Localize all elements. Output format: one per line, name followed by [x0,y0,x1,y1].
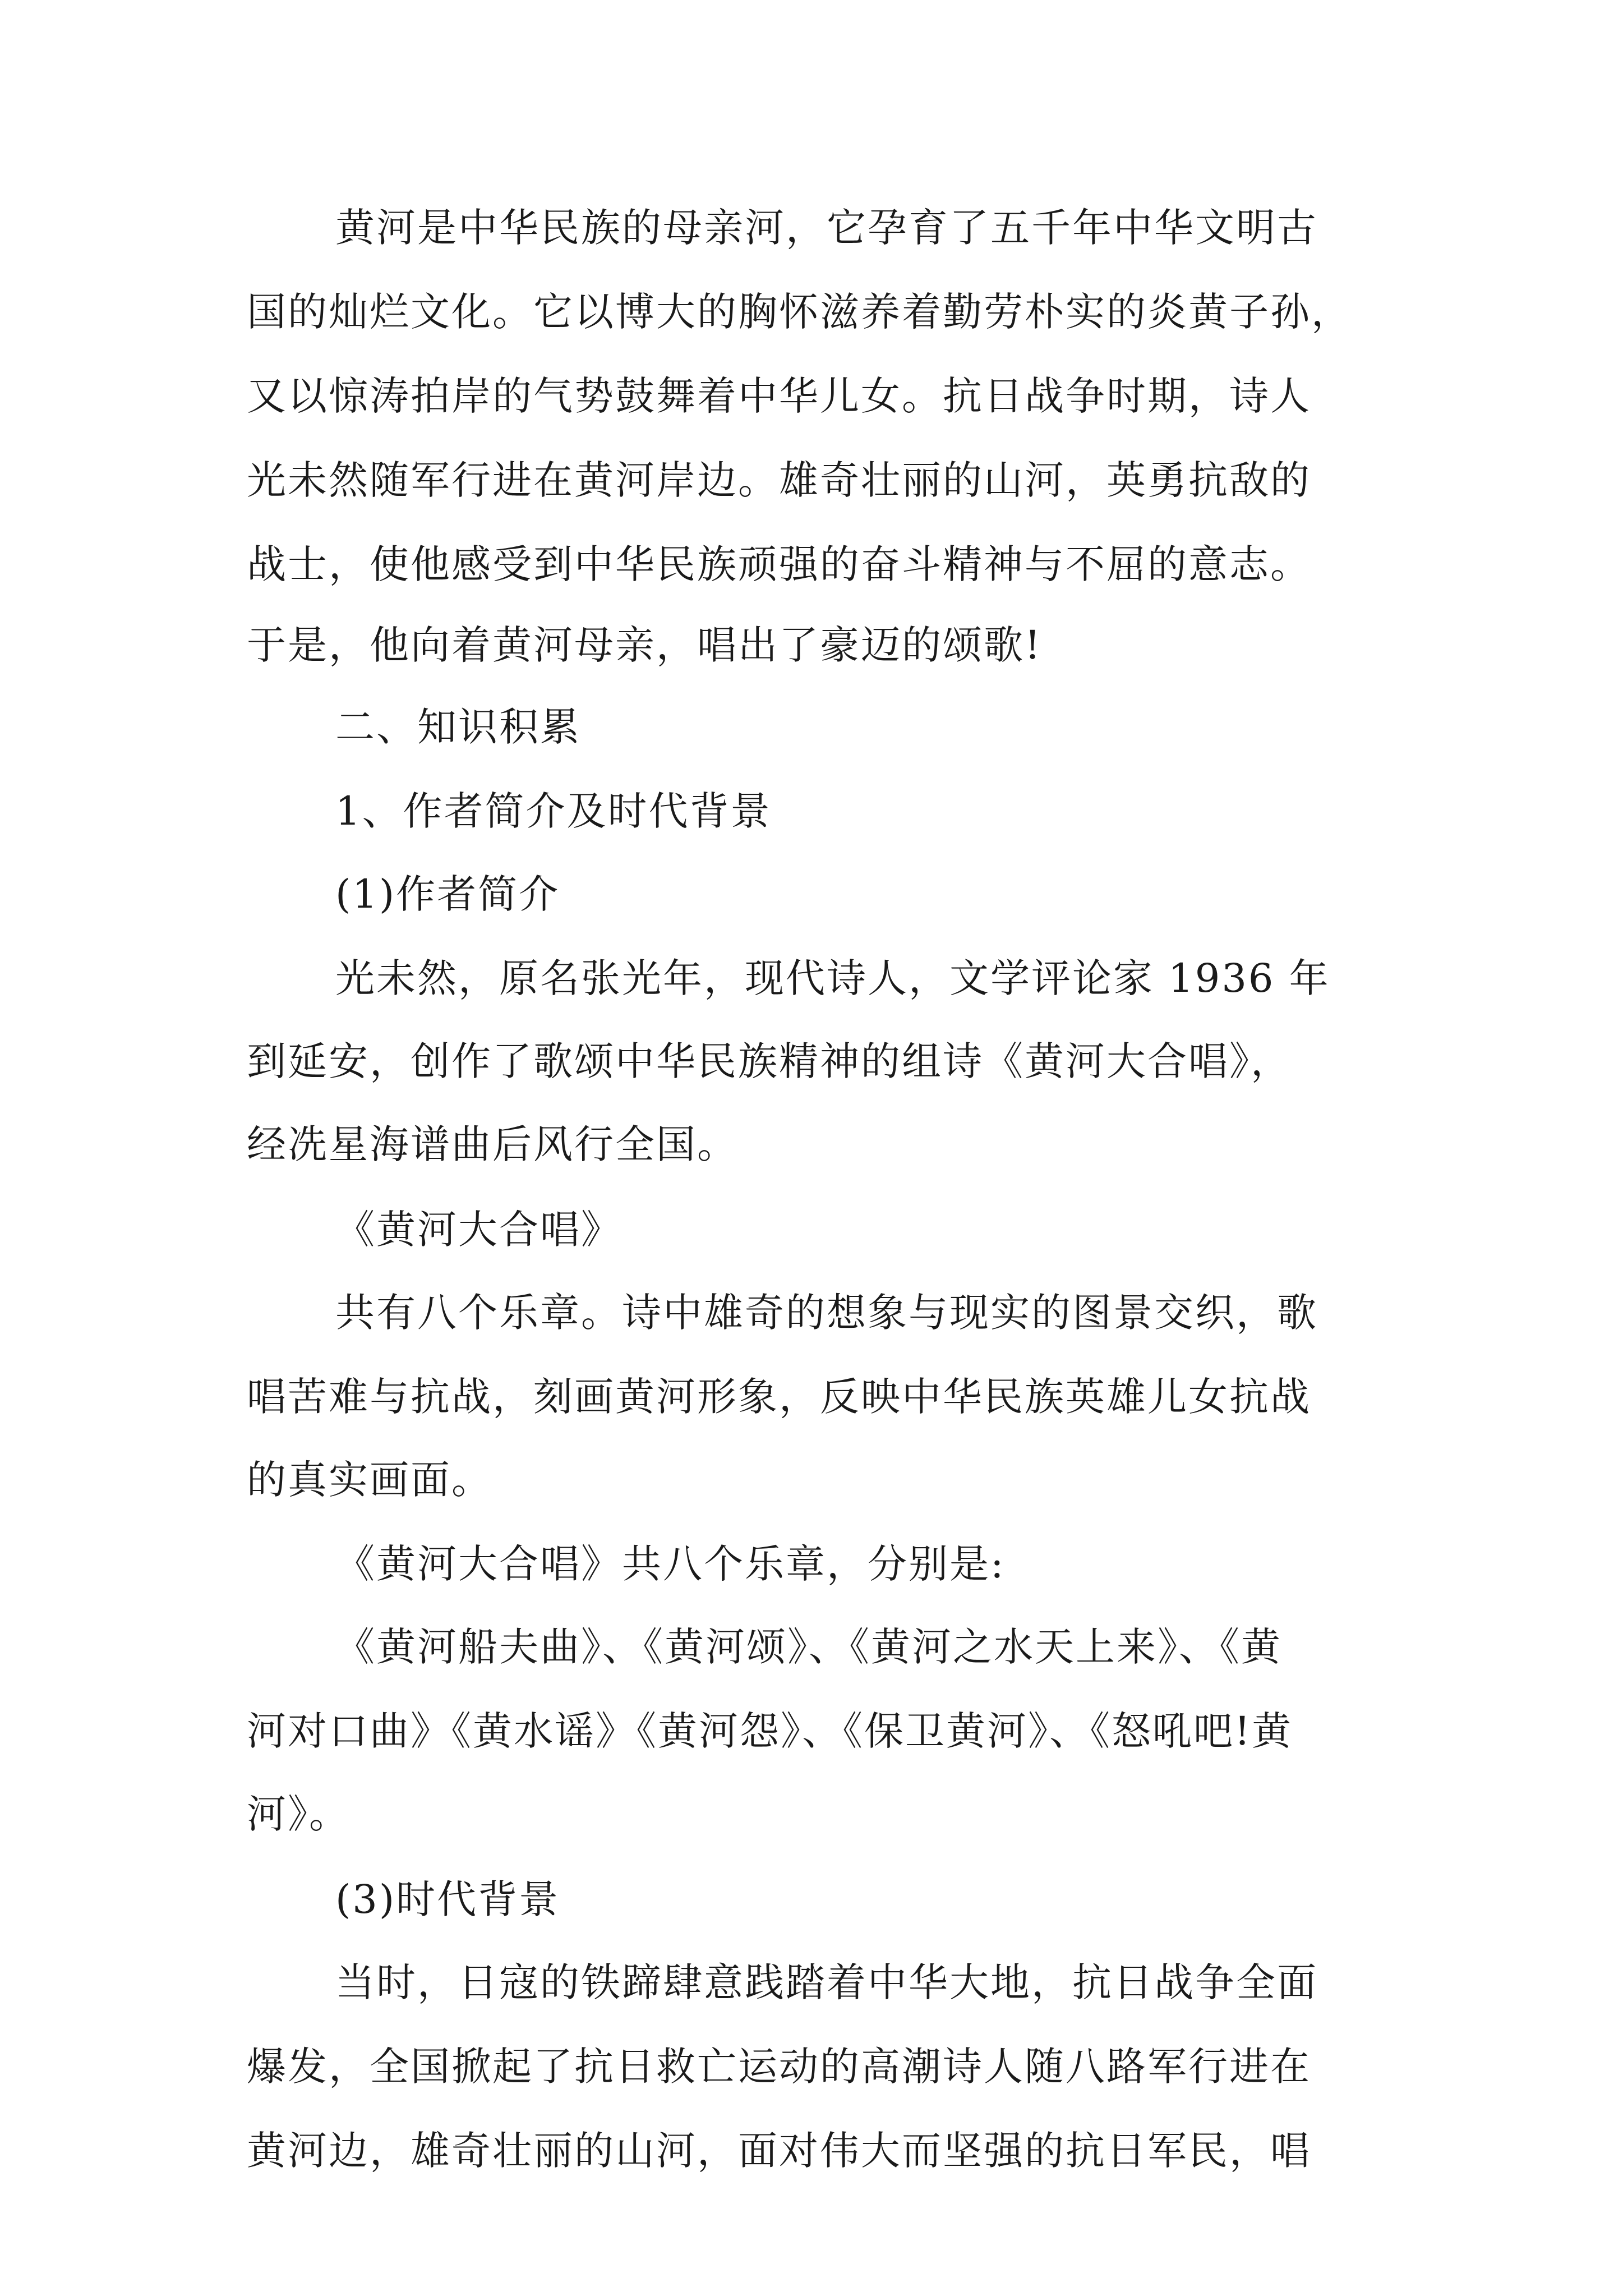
paragraph-line: 到延安，创作了歌颂中华民族精神的组诗《黄河大合唱》， [247,1038,1292,1084]
paragraph-line: 国的灿烂文化。它以博大的胸怀滋养着勤劳朴实的炎黄子孙， [247,289,1352,335]
paragraph-line: 的真实画面。 [247,1457,492,1503]
subsection-heading: (1)作者简介 [335,871,560,917]
subsection-heading: 1、作者简介及时代背景 [335,788,772,834]
paragraph-line: 河对口曲》《黄水谣》《黄河怨》、《保卫黄河》、《怒吼吧!黄 [247,1708,1293,1754]
paragraph-line: 于是，他向着黄河母亲，唱出了豪迈的颂歌! [247,622,1043,668]
paragraph-line: 共有八个乐章。诗中雄奇的想象与现实的图景交织，歌 [335,1290,1318,1336]
paragraph-line: 黄河是中华民族的母亲河，它孕育了五千年中华文明古 [335,205,1318,251]
paragraph-line: 经冼星海谱曲后风行全国。 [247,1121,738,1167]
paragraph-line: 又以惊涛拍岸的气势鼓舞着中华儿女。抗日战争时期，诗人 [247,373,1311,419]
paragraph-line: 《黄河船夫曲》、《黄河颂》、《黄河之水天上来》、《黄 [335,1624,1282,1670]
paragraph-line: 光未然，原名张光年，现代诗人，文学评论家 1936 年 [335,955,1330,1001]
section-heading: 二、知识积累 [335,704,581,750]
paragraph-line: 黄河边，雄奇壮丽的山河，面对伟大而坚强的抗日军民，唱 [247,2128,1311,2174]
paragraph-line: 唱苦难与抗战，刻画黄河形象，反映中华民族英雄儿女抗战 [247,1374,1311,1420]
paragraph-line: 《黄河大合唱》共八个乐章，分别是: [335,1541,1006,1587]
paragraph-line: 河》。 [247,1791,350,1837]
paragraph-line: 爆发，全国掀起了抗日救亡运动的高潮诗人随八路军行进在 [247,2044,1311,2090]
paragraph-line: 当时，日寇的铁蹄肆意践踏着中华大地，抗日战争全面 [335,1959,1318,2005]
subsection-heading: (3)时代背景 [335,1876,560,1922]
paragraph-line: 光未然随军行进在黄河岸边。雄奇壮丽的山河，英勇抗敌的 [247,457,1311,503]
paragraph-line: 战士，使他感受到中华民族顽强的奋斗精神与不屈的意志。 [247,541,1311,587]
work-title: 《黄河大合唱》 [335,1207,622,1253]
